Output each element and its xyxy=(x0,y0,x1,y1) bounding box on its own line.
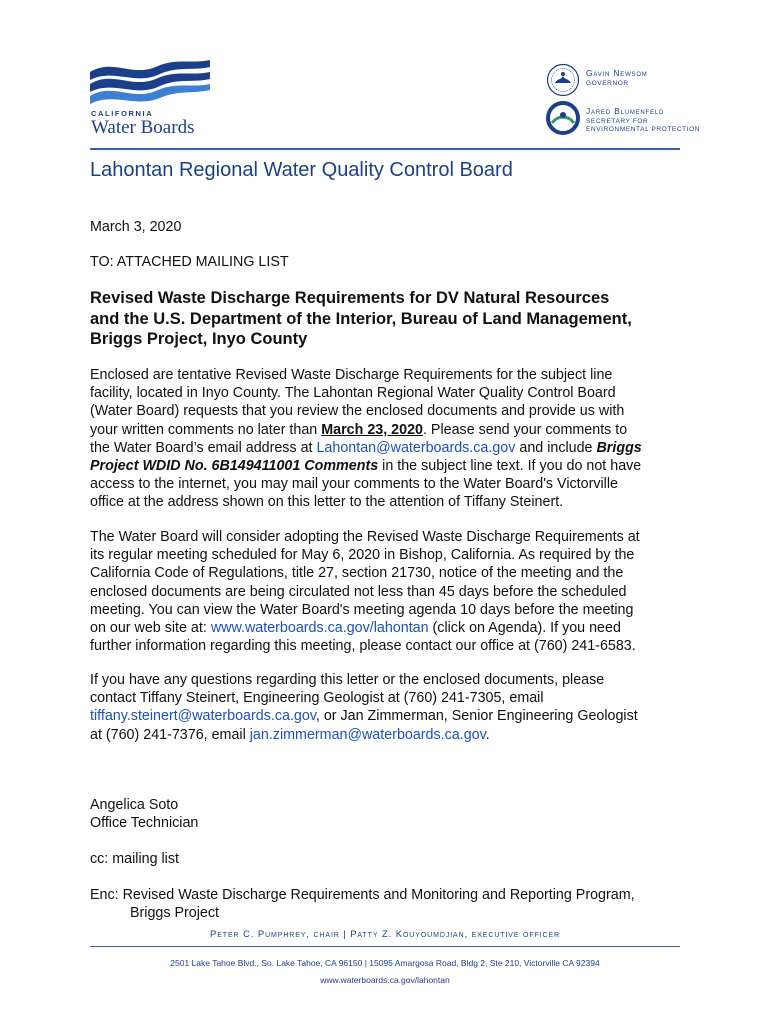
governor-name: Gavin Newsom xyxy=(586,68,648,78)
text-line: meeting. You can view the Water Board's meeting agenda 10 days before the meeting xyxy=(90,601,634,618)
state-seal-icon xyxy=(546,63,580,97)
text-segment: (click on Agenda). If you need xyxy=(428,620,621,637)
text-line: facility, located in Inyo County. The Lahontan Regional Water Quality Control Board xyxy=(90,385,616,402)
text-line: its regular meeting scheduled for May 6, 2020 in Bishop, California. As required by the xyxy=(90,547,635,564)
enclosure-line-continued: Briggs Project xyxy=(130,905,219,921)
paragraph-contacts xyxy=(90,671,690,744)
text-segment: your written comments no later than xyxy=(90,421,322,438)
steinert-email-link[interactable]: tiffany.steinert@waterboards.ca.gov xyxy=(90,708,316,725)
signature-title: Office Technician xyxy=(90,815,199,831)
text-segment: . xyxy=(485,726,490,743)
footer-website[interactable]: www.waterboards.ca.gov/lahontan xyxy=(320,975,450,985)
text-segment: the Water Board’s email address at xyxy=(90,439,317,456)
paragraph-meeting xyxy=(90,528,690,655)
footer-divider xyxy=(90,946,680,947)
recipient-line: TO: ATTACHED MAILING LIST xyxy=(90,254,289,270)
paragraph-comments xyxy=(90,366,690,512)
text-segment: and include xyxy=(515,439,597,456)
text-line xyxy=(90,421,690,439)
subject-line: Revised Waste Discharge Requirements for DV Natural Resources xyxy=(90,289,610,307)
enclosure-line: Enc: Revised Waste Discharge Requirements and Monitoring and Reporting Program, xyxy=(90,887,635,903)
governor-title: GOVERNOR xyxy=(586,80,629,87)
text-line: If you have any questions regarding this letter or the enclosed documents, please xyxy=(90,672,605,688)
lahontan-email-link[interactable]: Lahontan@waterboards.ca.gov xyxy=(316,439,516,456)
governor-block xyxy=(546,63,696,99)
subject-line-text: Project WDID No. 6B149411001 Comments xyxy=(90,458,379,475)
text-line xyxy=(90,619,690,637)
text-segment: . Please send your comments to xyxy=(422,421,628,438)
text-line: enclosed documents are being circulated not less than 45 days before the scheduled xyxy=(90,583,627,600)
subject-line: and the U.S. Department of the Interior, Bureau of Land Management, xyxy=(90,309,632,328)
text-segment: on our web site at: xyxy=(90,620,211,637)
calepa-logo-icon xyxy=(546,101,580,135)
text-line xyxy=(90,726,690,744)
letter-subject xyxy=(90,288,632,350)
text-line: (Water Board) requests that you review the enclosed documents and provide us with xyxy=(90,403,625,420)
letter-date: March 3, 2020 xyxy=(90,219,182,235)
text-line xyxy=(90,707,690,725)
footer-address: 2501 Lake Tahoe Blvd., So. Lake Tahoe, CA 96150 | 15095 Amargosa Road, Bldg 2, Ste 210, Victorville CA 92394 xyxy=(170,958,600,968)
text-segment: , or Jan Zimmerman, Senior Engineering Geologist xyxy=(315,708,638,725)
secretary-name: Jared Blumenfeld xyxy=(586,106,665,116)
header-divider xyxy=(90,148,680,150)
text-segment: at (760) 241-7376, email xyxy=(90,726,250,743)
secretary-block xyxy=(546,101,701,137)
logo-state-text: CALIFORNIA xyxy=(91,109,154,118)
logo-name-text: Water Boards xyxy=(91,117,195,138)
footer-officers: Peter C. Pumphrey, chair | Patty Z. Kouyoumdjian, executive officer xyxy=(209,929,561,940)
text-line: office at the address shown on this letter to the attention of Tiffany Steinert. xyxy=(90,494,564,511)
secretary-title-line-2: ENVIRONMENTAL PROTECTION xyxy=(586,126,701,133)
subject-line: Briggs Project, Inyo County xyxy=(90,330,308,348)
secretary-title xyxy=(586,118,700,134)
text-line xyxy=(90,439,690,457)
secretary-title-line-1: SECRETARY FOR xyxy=(586,118,649,125)
board-name-heading: Lahontan Regional Water Quality Control Board xyxy=(90,159,513,181)
text-line xyxy=(90,457,690,475)
text-segment: in the subject line text. If you do not have xyxy=(378,458,642,475)
signature-name: Angelica Soto xyxy=(90,797,179,813)
text-line: further information regarding this meeting, please contact our office at (760) 241-6583. xyxy=(90,638,636,655)
cc-line: cc: mailing list xyxy=(90,851,179,867)
zimmerman-email-link[interactable]: jan.zimmerman@waterboards.ca.gov xyxy=(249,726,486,743)
subject-line-text: Briggs xyxy=(596,439,642,456)
wave-logo-icon xyxy=(88,58,213,106)
text-line: access to the internet, you may mail your comments to the Water Board's Victorville xyxy=(90,476,618,493)
text-line: Enclosed are tentative Revised Waste Discharge Requirements for the subject line xyxy=(90,367,613,383)
text-line: contact Tiffany Steinert, Engineering Geologist at (760) 241-7305, email xyxy=(90,690,544,707)
text-line: California Code of Regulations, title 27, section 21730, notice of the meeting and the xyxy=(90,565,624,582)
agenda-website-link[interactable]: www.waterboards.ca.gov/lahontan xyxy=(210,620,429,637)
water-boards-logo xyxy=(88,58,218,140)
text-line: The Water Board will consider adopting the Revised Waste Discharge Requirements at xyxy=(90,529,640,545)
comment-deadline: March 23, 2020 xyxy=(321,421,423,438)
